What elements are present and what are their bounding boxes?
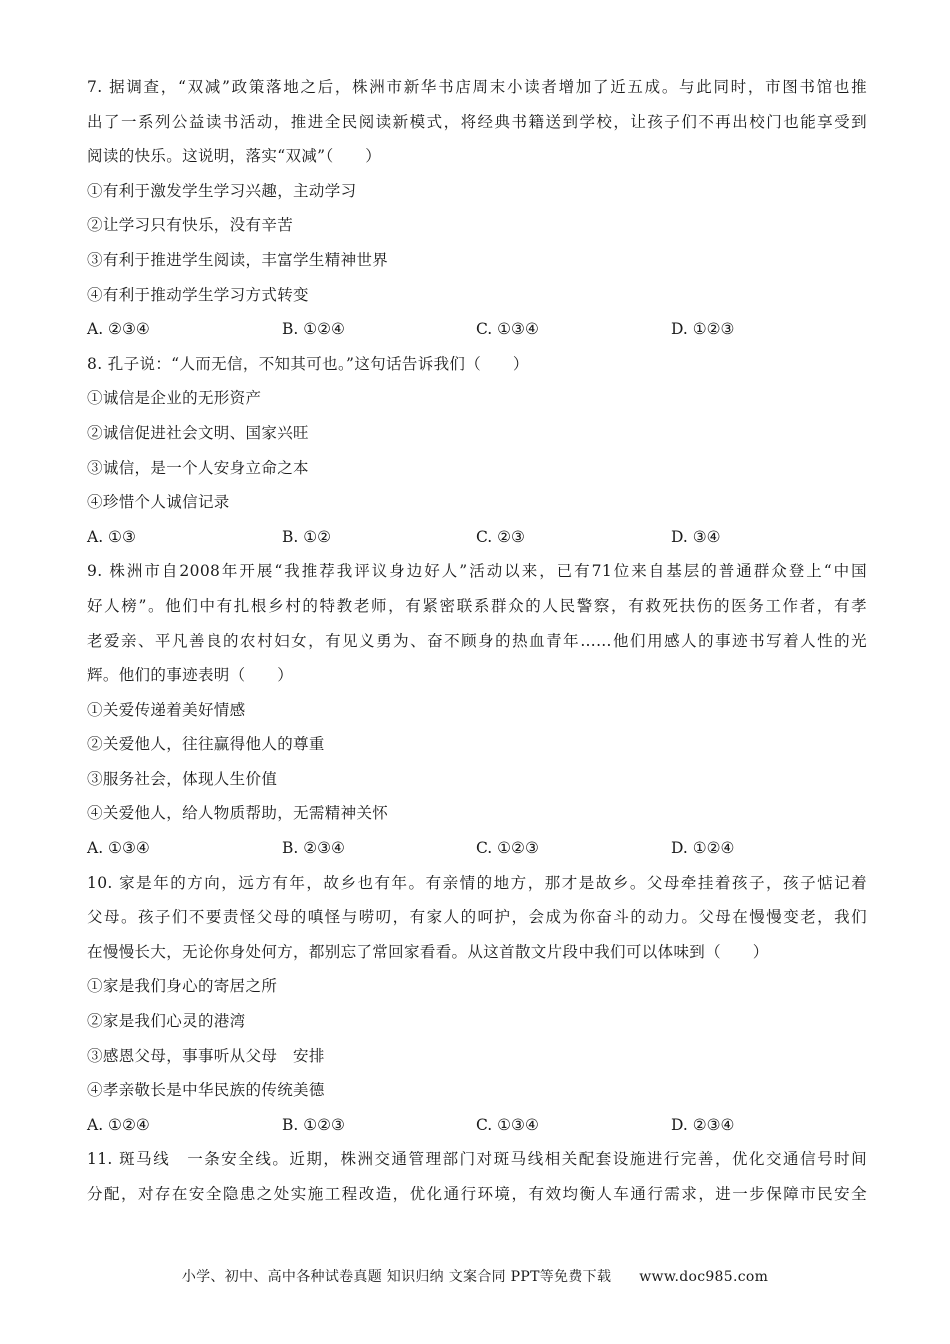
answer-options bbox=[87, 520, 867, 555]
answer-options bbox=[87, 312, 867, 347]
question-stem-line: 分配，对存在安全隐患之处实施工程改造，优化通行环境，有效均衡人车通行需求，进一步保障市民安全 bbox=[87, 1185, 867, 1203]
statement-item: ④珍惜个人诚信记录 bbox=[87, 493, 230, 512]
option-b: B. ②③④ bbox=[282, 839, 345, 858]
page-footer bbox=[0, 1266, 950, 1286]
statement-item: ②家是我们心灵的港湾 bbox=[87, 1012, 246, 1031]
question-block bbox=[87, 347, 867, 555]
option-b: B. ①②④ bbox=[282, 320, 345, 339]
question-stem-line: 10. 家是年的方向，远方有年，故乡也有年。有亲情的地方，那才是故乡。父母牵挂着孩子，孩子惦记着 bbox=[87, 873, 867, 892]
statement-item: ②关爱他人，往往赢得他人的尊重 bbox=[87, 735, 325, 754]
statement-item: ①诚信是企业的无形资产 bbox=[87, 389, 262, 408]
question-stem-line: 7. 据调查，“双减”政策落地之后，株洲市新华书店周末小读者增加了近五成。与此同时，市图书馆也推 bbox=[87, 78, 867, 96]
option-b: B. ①② bbox=[282, 527, 332, 546]
question-stem-line: 11. 斑马线 一条安全线。近期，株洲交通管理部门对斑马线相关配套设施进行完善，优化交通信号时间 bbox=[87, 1150, 867, 1169]
statement-item: ①家是我们身心的寄居之所 bbox=[87, 977, 278, 996]
option-c: C. ①③④ bbox=[476, 320, 539, 339]
option-c: C. ①③④ bbox=[476, 1115, 539, 1134]
option-a: A. ①②④ bbox=[87, 1115, 150, 1134]
statement-item: ③诚信，是一个人安身立命之本 bbox=[87, 458, 309, 477]
statement-item: ③有利于推进学生阅读，丰富学生精神世界 bbox=[87, 250, 389, 269]
option-a: A. ②③④ bbox=[87, 320, 150, 339]
option-d: D. ①②③ bbox=[671, 320, 735, 339]
question-stem-line: 阅读的快乐。这说明，落实“双减”（ ） bbox=[87, 147, 382, 166]
statement-item: ①有利于激发学生学习兴趣，主动学习 bbox=[87, 181, 357, 200]
statement-item: ④关爱他人，给人物质帮助，无需精神关怀 bbox=[87, 804, 389, 823]
question-stem-line: 父母。孩子们不要责怪父母的嗔怪与唠叨，有家人的呵护，会成为你奋斗的动力。父母在慢慢变老，我们 bbox=[87, 908, 867, 927]
option-d: D. ①②④ bbox=[671, 839, 735, 858]
statement-item: ③服务社会，体现人生价值 bbox=[87, 769, 278, 788]
answer-options bbox=[87, 1108, 867, 1143]
footer-url: www.doc985.com bbox=[639, 1269, 769, 1285]
option-c: C. ①②③ bbox=[476, 839, 539, 858]
option-c: C. ②③ bbox=[476, 527, 525, 546]
question-block bbox=[87, 70, 867, 347]
footer-text: 小学、初中、高中各种试卷真题 知识归纳 文案合同 PPT等免费下载 bbox=[181, 1269, 612, 1285]
question-block bbox=[87, 866, 867, 1143]
question-stem-line: 8. 孔子说：“人而无信，不知其可也。”这句话告诉我们（ ） bbox=[87, 354, 529, 373]
question-list bbox=[87, 70, 867, 1212]
statement-item: ③感恩父母，事事听从父母 安排 bbox=[87, 1046, 325, 1065]
option-d: D. ③④ bbox=[671, 527, 721, 546]
statement-item: ④孝亲敬长是中华民族的传统美德 bbox=[87, 1081, 325, 1100]
option-a: A. ①③ bbox=[87, 527, 136, 546]
statement-item: ②让学习只有快乐，没有辛苦 bbox=[87, 216, 294, 235]
option-b: B. ①②③ bbox=[282, 1115, 345, 1134]
question-stem-line: 好人榜”。他们中有扎根乡村的特教老师，有紧密联系群众的人民警察，有救死扶伤的医务工作者，有孝 bbox=[87, 596, 867, 615]
question-stem-line: 出了一系列公益读书活动，推进全民阅读新模式，将经典书籍送到学校，让孩子们不再出校门也能享受到 bbox=[87, 112, 867, 131]
question-stem-line: 老爱亲、平凡善良的农村妇女，有见义勇为、奋不顾身的热血青年……他们用感人的事迹书写着人性的光 bbox=[87, 631, 867, 650]
statement-item: ②诚信促进社会文明、国家兴旺 bbox=[87, 423, 309, 442]
question-block bbox=[87, 554, 867, 865]
question-stem-line: 在慢慢长大，无论你身处何方，都别忘了常回家看看。从这首散文片段中我们可以体味到（ ） bbox=[87, 942, 769, 961]
question-block bbox=[87, 1142, 867, 1211]
question-stem-line: 辉。他们的事迹表明（ ） bbox=[87, 666, 294, 685]
question-stem-line: 9. 株洲市自2008年开展“我推荐我评议身边好人”活动以来，已有71位来自基层的普通群众登上“中国 bbox=[87, 562, 867, 581]
option-a: A. ①③④ bbox=[87, 839, 150, 858]
statement-item: ④有利于推动学生学习方式转变 bbox=[87, 285, 309, 304]
answer-options bbox=[87, 831, 867, 866]
option-d: D. ②③④ bbox=[671, 1115, 735, 1134]
statement-item: ①关爱传递着美好情感 bbox=[87, 700, 246, 719]
